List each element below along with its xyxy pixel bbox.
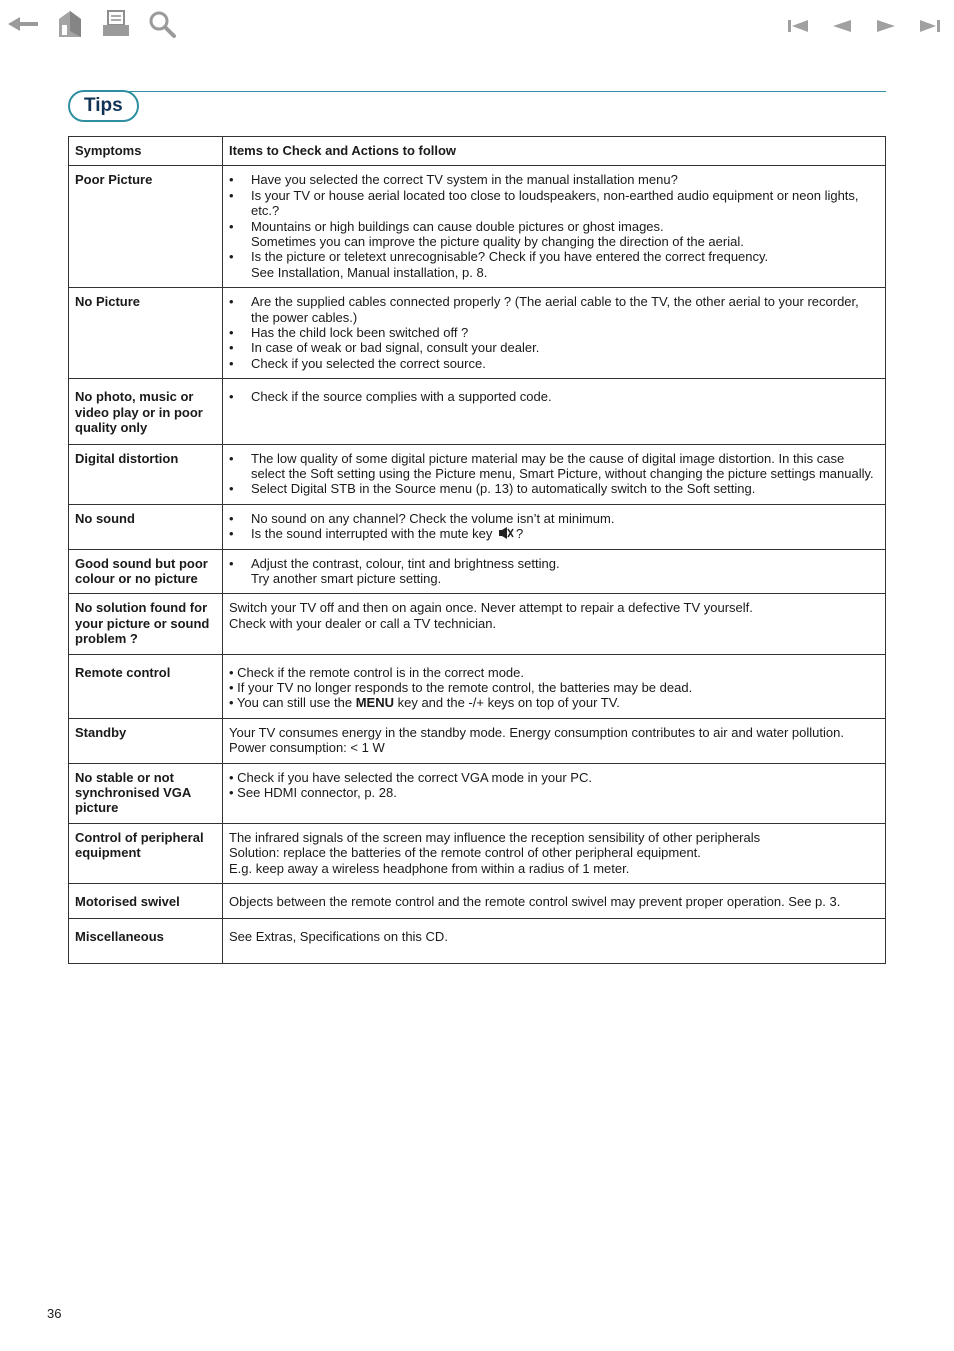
table-row xyxy=(69,379,886,444)
table-row xyxy=(69,763,886,823)
text-line: • Check if you have selected the correct VGA mode in your PC. xyxy=(229,769,592,785)
previous-page-button[interactable] xyxy=(826,10,858,42)
text-line: Check with your dealer or call a TV technician. xyxy=(229,615,497,631)
table-row xyxy=(69,884,886,919)
print-icon xyxy=(101,9,131,39)
list-item: • No sound on any channel? Check the volume isn’t at minimum. xyxy=(229,511,879,526)
list-item: • Check if you selected the correct source. xyxy=(229,356,879,371)
toolbar-left xyxy=(8,8,178,40)
first-page-button[interactable] xyxy=(782,10,814,42)
table-row xyxy=(69,166,886,288)
symptom-cell: No solution found for your picture or sound problem ? xyxy=(69,594,223,654)
symptom-cell: Motorised swivel xyxy=(69,884,223,919)
next-page-button[interactable] xyxy=(870,10,902,42)
next-page-icon xyxy=(875,18,897,34)
print-button[interactable] xyxy=(100,8,132,40)
table-row xyxy=(69,594,886,654)
symptom-cell: No stable or not synchronised VGA picture xyxy=(69,763,223,823)
table-row xyxy=(69,288,886,379)
previous-page-icon xyxy=(831,18,853,34)
text-line: Objects between the remote control and the remote control swivel may prevent proper operation. See p. 3. xyxy=(229,894,841,910)
symptom-cell: Good sound but poor colour or no picture xyxy=(69,549,223,594)
text-line: Solution: replace the batteries of the remote control of other peripheral equipment. xyxy=(229,845,701,861)
list-item: • Are the supplied cables connected properly ? (The aerial cable to the TV, the other aerial to your recorder, the power cables.) xyxy=(229,294,879,325)
text-line: See Extras, Specifications on this CD. xyxy=(229,929,448,945)
action-cell xyxy=(223,594,886,654)
mute-icon xyxy=(498,526,514,540)
last-page-icon xyxy=(918,18,942,34)
text-line: • If your TV no longer responds to the remote control, the batteries may be dead. xyxy=(229,679,693,695)
action-cell xyxy=(223,504,886,549)
list-item: • Is the picture or teletext unrecognisable? Check if you have entered the correct frequency. See Installation, Manual installation, p. 8. xyxy=(229,249,879,280)
section-heading xyxy=(68,90,886,122)
first-page-icon xyxy=(786,18,810,34)
action-cell xyxy=(223,549,886,594)
list-item: • Adjust the contrast, colour, tint and brightness setting. Try another smart picture setting. xyxy=(229,556,879,587)
table-row xyxy=(69,919,886,963)
last-page-button[interactable] xyxy=(914,10,946,42)
list-item: • Select Digital STB in the Source menu (p. 13) to automatically switch to the Soft setting. xyxy=(229,481,879,496)
search-icon xyxy=(147,9,177,39)
action-cell xyxy=(223,919,886,963)
title-rule xyxy=(128,91,886,92)
action-cell xyxy=(223,763,886,823)
text-line: E.g. keep away a wireless headphone from within a radius of 1 meter. xyxy=(229,860,630,876)
text-line: The infrared signals of the screen may influence the reception sensibility of other peripherals xyxy=(229,829,761,845)
page-number: 36 xyxy=(47,1306,62,1321)
table-row xyxy=(69,444,886,504)
text-line: • You can still use the MENU key and the -/+ keys on top of your TV. xyxy=(229,695,620,711)
list-item: • Is the sound interrupted with the mute key ? xyxy=(229,526,879,541)
list-item: • The low quality of some digital picture material may be the cause of digital image distortion. In this case select the Soft setting using the Picture menu, Smart Picture, without changing the picture settings manually. xyxy=(229,451,879,482)
back-arrow-icon xyxy=(8,14,40,34)
back-button[interactable] xyxy=(8,8,40,40)
list-item: • In case of weak or bad signal, consult your dealer. xyxy=(229,340,879,355)
list-item: • Check if the source complies with a supported code. xyxy=(229,389,879,404)
symptom-cell: Digital distortion xyxy=(69,444,223,504)
menu-key-label: MENU xyxy=(355,695,394,711)
text-line: • See HDMI connector, p. 28. xyxy=(229,785,397,800)
list-item: • Is your TV or house aerial located too close to loudspeakers, non-earthed audio equipment or neon lights, etc.? xyxy=(229,188,879,219)
home-icon xyxy=(56,9,84,39)
symptom-cell: Miscellaneous xyxy=(69,919,223,963)
symptom-cell: No photo, music or video play or in poor quality only xyxy=(69,379,223,444)
table-row xyxy=(69,718,886,763)
symptom-cell: Remote control xyxy=(69,654,223,718)
symptom-cell: Standby xyxy=(69,718,223,763)
text-line: Your TV consumes energy in the standby mode. Energy consumption contributes to air and water pollution. xyxy=(229,724,844,740)
list-item: • Have you selected the correct TV system in the manual installation menu? xyxy=(229,172,879,187)
symptom-cell: No Picture xyxy=(69,288,223,379)
text-line: Power consumption: < 1 W xyxy=(229,740,385,756)
action-cell xyxy=(223,379,886,444)
action-cell xyxy=(223,823,886,883)
list-item: • Mountains or high buildings can cause double pictures or ghost images. Sometimes you can improve the picture quality by changing the direction of the aerial. xyxy=(229,219,879,250)
table-header-row xyxy=(69,137,886,166)
toolbar-right xyxy=(782,10,946,42)
symptom-cell: No sound xyxy=(69,504,223,549)
text-line: • Check if the remote control is in the correct mode. xyxy=(229,664,525,680)
text-line: Switch your TV off and then on again once. Never attempt to repair a defective TV yourself. xyxy=(229,600,753,616)
symptoms-header: Symptoms xyxy=(69,137,223,166)
table-row xyxy=(69,504,886,549)
action-cell xyxy=(223,444,886,504)
action-cell xyxy=(223,654,886,718)
list-item: • Has the child lock been switched off ? xyxy=(229,325,879,340)
table-row xyxy=(69,823,886,883)
action-cell xyxy=(223,288,886,379)
action-cell xyxy=(223,166,886,288)
table-row xyxy=(69,654,886,718)
symptom-cell: Poor Picture xyxy=(69,166,223,288)
table-row xyxy=(69,549,886,594)
search-button[interactable] xyxy=(146,8,178,40)
actions-header: Items to Check and Actions to follow xyxy=(223,137,886,166)
home-button[interactable] xyxy=(54,8,86,40)
action-cell xyxy=(223,718,886,763)
tips-table xyxy=(68,136,886,964)
symptom-cell: Control of peripheral equipment xyxy=(69,823,223,883)
page-title: Tips xyxy=(68,90,139,122)
action-cell xyxy=(223,884,886,919)
